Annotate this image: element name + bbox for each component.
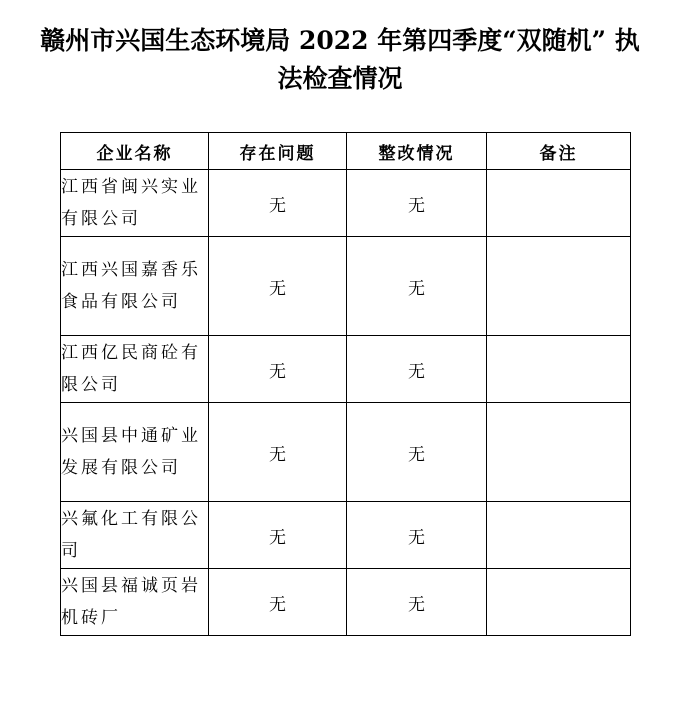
inspection-table xyxy=(60,132,631,636)
remarks-cell xyxy=(487,336,631,403)
company-name: 江西省闽兴实业有限公司 xyxy=(61,170,209,237)
remarks-cell xyxy=(487,170,631,237)
table-row xyxy=(61,237,631,336)
page-title: 赣州市兴国生态环境局 2022 年第四季度“双随机” 执法检查情况 xyxy=(40,26,640,93)
header-company: 企业名称 xyxy=(61,133,209,170)
table-row xyxy=(61,569,631,636)
company-name: 兴氟化工有限公司 xyxy=(61,502,209,569)
issues-cell: 无 xyxy=(209,403,347,502)
issues-cell: 无 xyxy=(209,502,347,569)
table-row xyxy=(61,336,631,403)
company-name: 江西兴国嘉香乐食品有限公司 xyxy=(61,237,209,336)
remarks-cell xyxy=(487,502,631,569)
rectification-cell: 无 xyxy=(347,502,487,569)
header-remarks: 备注 xyxy=(487,133,631,170)
header-rectification: 整改情况 xyxy=(347,133,487,170)
table-row xyxy=(61,502,631,569)
table-header-row xyxy=(61,133,631,170)
header-issues: 存在问题 xyxy=(209,133,347,170)
issues-cell: 无 xyxy=(209,336,347,403)
issues-cell: 无 xyxy=(209,569,347,636)
issues-cell: 无 xyxy=(209,237,347,336)
remarks-cell xyxy=(487,569,631,636)
rectification-cell: 无 xyxy=(347,170,487,237)
table-row xyxy=(61,403,631,502)
rectification-cell: 无 xyxy=(347,403,487,502)
company-name: 兴国县中通矿业发展有限公司 xyxy=(61,403,209,502)
remarks-cell xyxy=(487,403,631,502)
company-name: 兴国县福诚页岩机砖厂 xyxy=(61,569,209,636)
rectification-cell: 无 xyxy=(347,336,487,403)
remarks-cell xyxy=(487,237,631,336)
rectification-cell: 无 xyxy=(347,569,487,636)
company-name: 江西亿民商砼有限公司 xyxy=(61,336,209,403)
rectification-cell: 无 xyxy=(347,237,487,336)
issues-cell: 无 xyxy=(209,170,347,237)
table-row xyxy=(61,170,631,237)
